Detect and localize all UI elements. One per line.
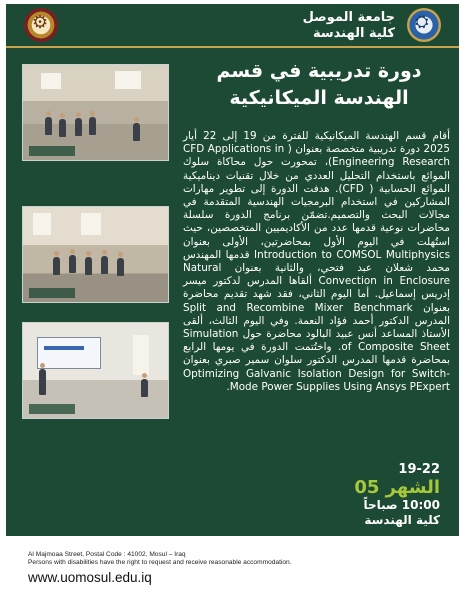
presenter [39,369,46,395]
college-name: كلية الهندسة [313,26,395,41]
attendee [85,257,92,275]
event-month: الشهر 05 [354,477,440,498]
attendee [69,255,76,273]
attendee [53,257,60,275]
window [33,213,51,235]
attendee [59,119,66,137]
attendee [133,123,140,141]
attendee [89,117,96,135]
attendee [141,379,148,397]
photo-audience-hall [22,64,169,161]
page-title: دورة تدريبية في قسم الهندسة الميكانيكية [216,60,422,109]
attendee [117,258,124,276]
event-venue: كلية الهندسة [364,513,440,527]
photo-watermark [29,146,75,156]
window [115,71,141,89]
window [133,335,149,375]
event-days: 19-22 [398,462,440,477]
article-body: أقام قسم الهندسة الميكانيكية للفترة من 19 إلى 22 أيار 2025 دورة تدريبية متخصصة بعنوان ( CFD Applications in Engineering Research)، تمحورت حول محاكاة سلوك الموائع باستخدام التحليل العددي من خلال تقنيات ديناميكية الموائع الحسابية ( CFD). هدفت الدورة إلى تطوير مهارات المشاركين في استخدام البرمجيات الهندسية المتقدمة في مجالات البحث والتصميم.تضمّن برنامج الدورة سلسلة محاضرات نوعية قدمها عدد من الأكاديميين المتخصصين، حيث استُهلت في اليوم الأول بمحاضرتين، الأولى بعنوان Introduction to COMSOL Multiphysics قدمها المهندس محمد شعلان عبد فتحي، والثانية بعنوان Natural Convection in Enclosure ألقاها المدرس لدكتور ميسر إدريس إسماعيل. أما اليوم الثاني، فقد شهد تقديم محاضرة بعنوان Split and Recombine Mixer Benchmark المدرس الدكتور أحمد فؤاد النعمة. وفي اليوم الثالث، ألقى الأستاذ المساعد أنس عبيد البالود محاضرة حول Simulation of Composite Sheet. واختُتمت الدورة في يومها الرابع بمحاضرة قدمها المدرس الدكتور سلوان سمير صبري بعنوان Optimizing Galvanic Isolation Design for Switch-Mode Power Supplies Using Ansys PExpert. [183,130,451,393]
university-heading [303,10,395,42]
projector-screen [37,337,101,369]
photo-front-row [22,206,169,303]
footer-accessibility-note: Persons with disabilities have the right to request and receive reasonable accommodation. [28,559,292,566]
attendee [75,118,82,136]
photo-watermark [29,404,75,414]
window [41,73,61,89]
university-seal-logo [24,8,58,42]
event-info [350,462,440,528]
footer-address-block [28,551,292,567]
college-logo [407,8,441,42]
website-link[interactable]: www.uomosul.edu.iq [28,570,152,585]
event-time: 10:00 صباحاً [363,498,440,512]
attendee [45,117,52,135]
university-name: جامعة الموصل [302,10,395,25]
footer-address: Al Majmoaa Street, Postal Code : 41002, Mosul – Iraq [28,551,186,558]
photo-watermark [29,288,75,298]
attendee [101,256,108,274]
header-bar [6,4,459,46]
window [81,213,101,235]
photo-lecture [22,322,169,419]
